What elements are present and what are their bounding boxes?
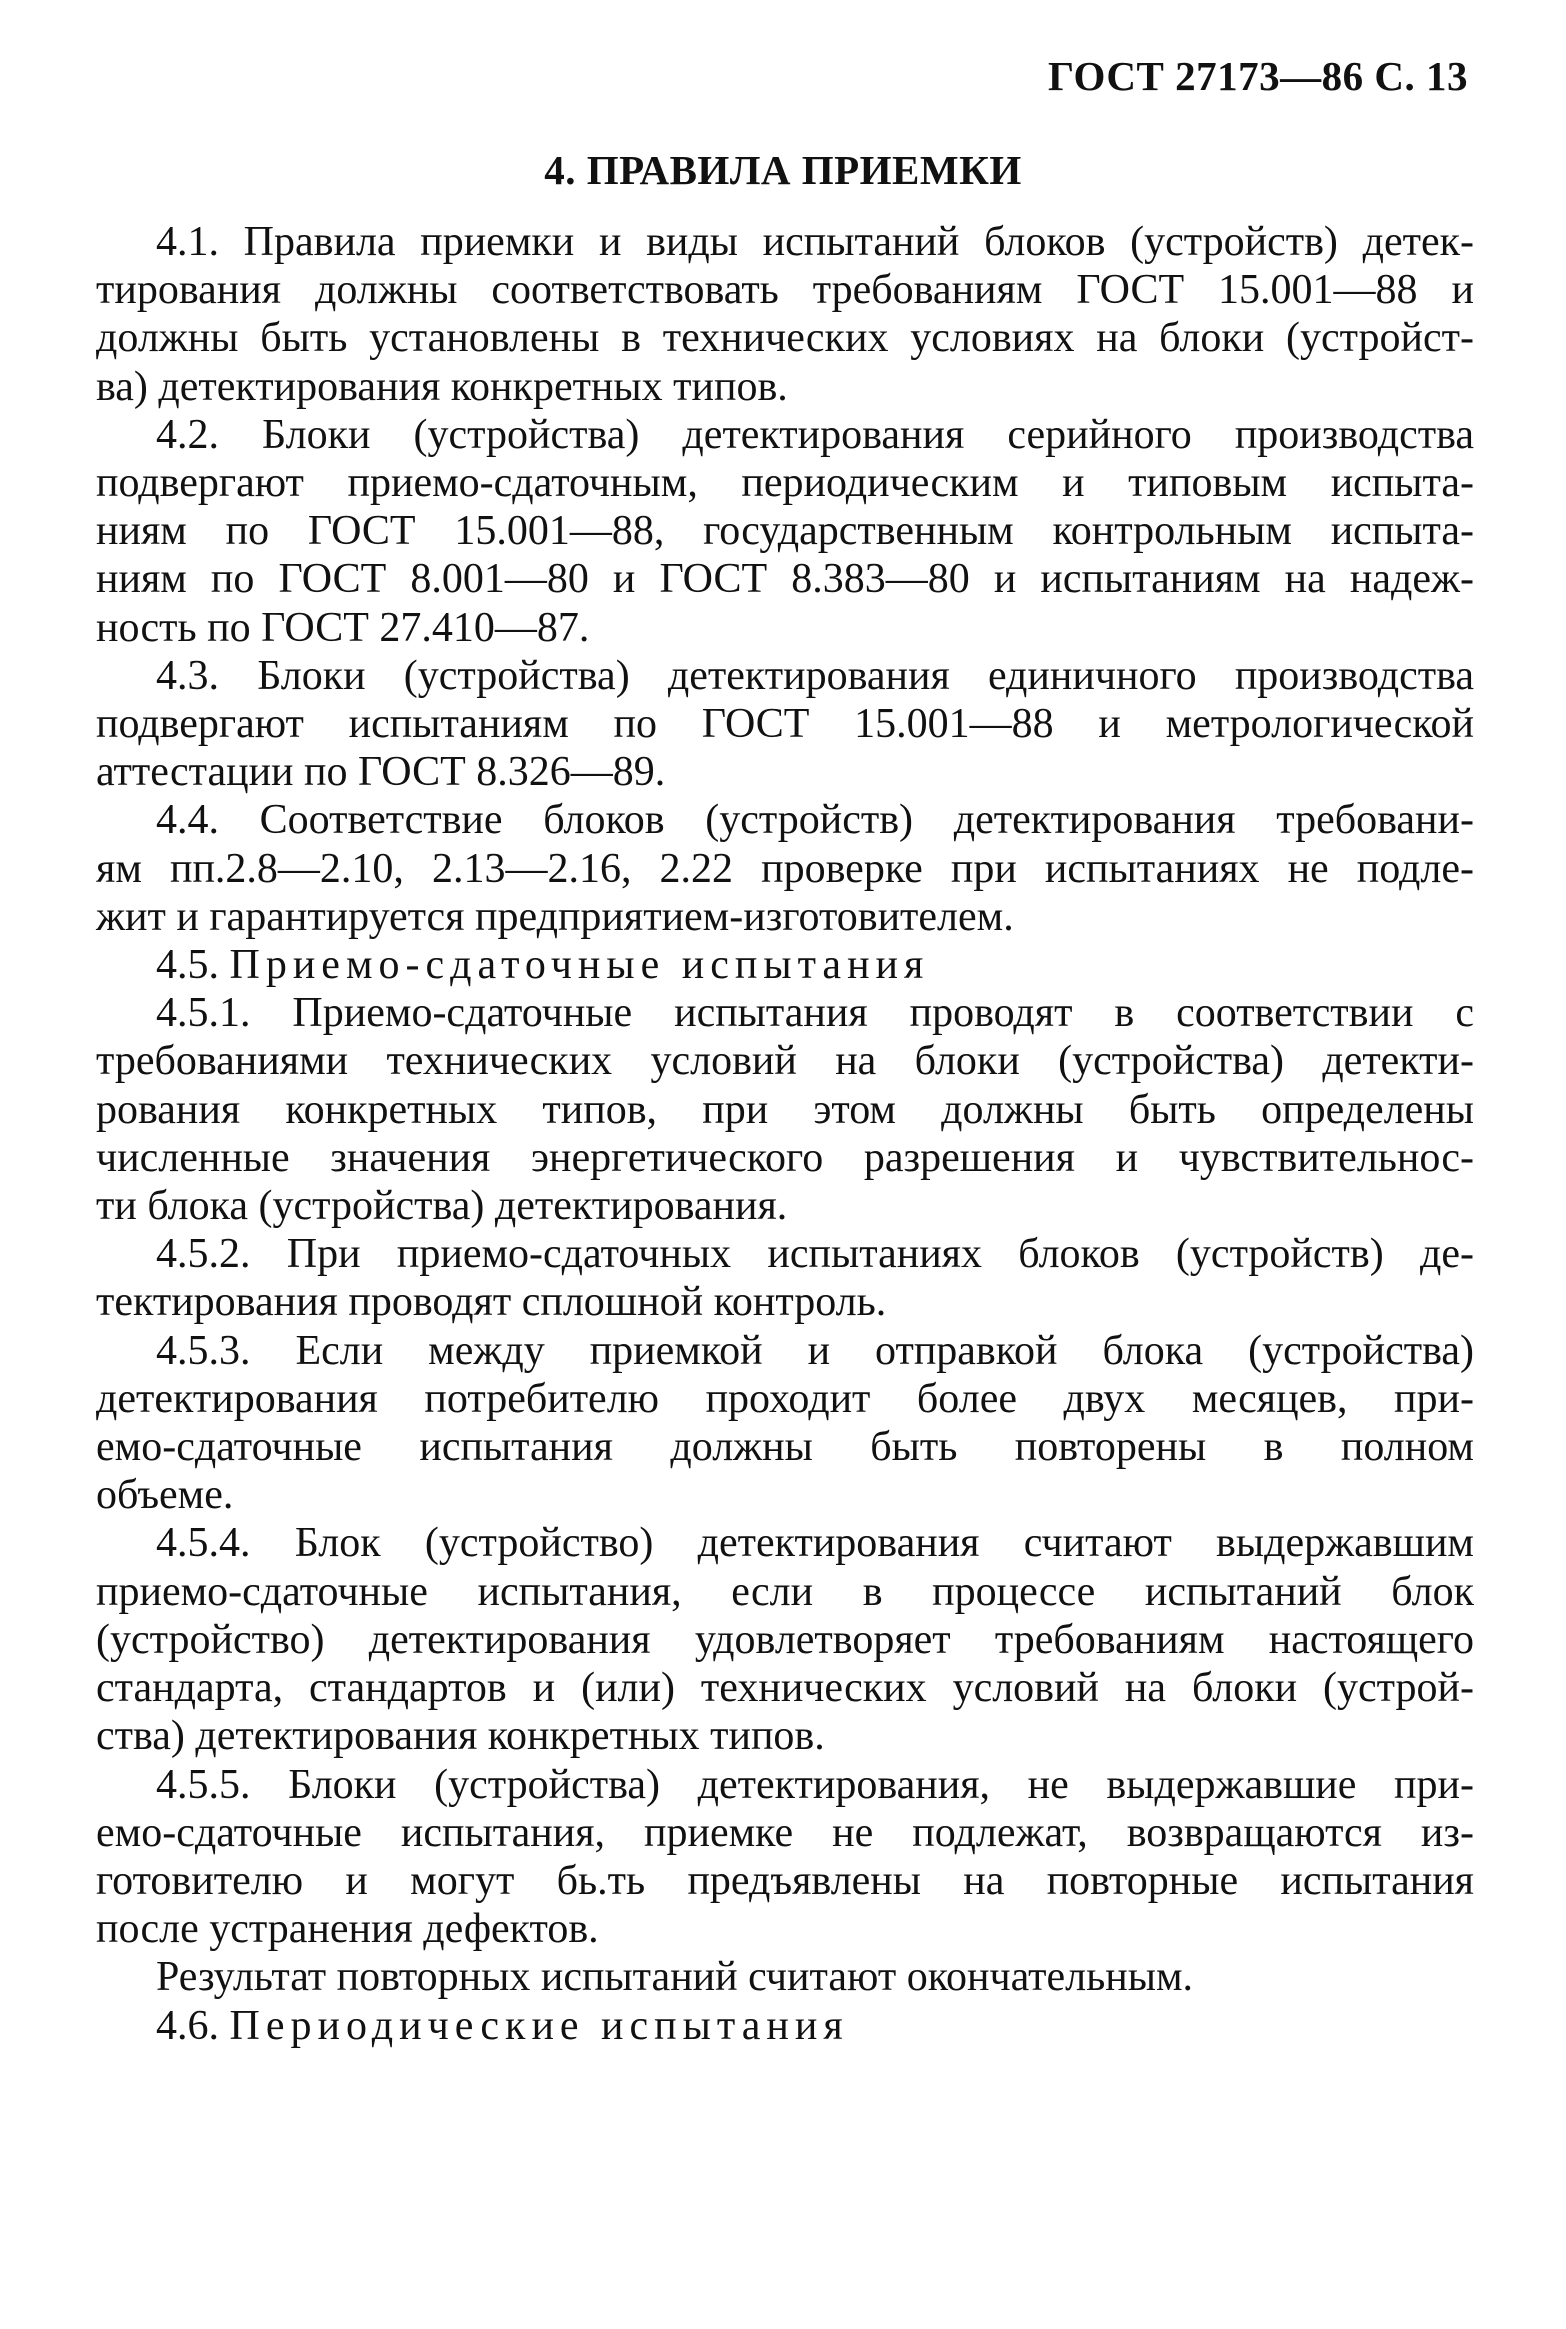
- text-line: ства) детектирования конкретных типов.: [96, 1713, 825, 1760]
- text-line: жит и гарантируется предприятием-изготовителем.: [96, 893, 1014, 940]
- text-line: 4.5.5. Блоки (устройства) детектирования, не выдержавшие при-: [156, 1761, 1474, 1808]
- subsection-heading-4-5: [96, 941, 1474, 989]
- paragraph-group-4-5: [96, 989, 1474, 2001]
- subsection-number: 4.6.: [156, 2002, 219, 2049]
- paragraph: [96, 1327, 1474, 1520]
- text-line: емо-сдаточные испытания, приемке не подлежат, возвращаются из-: [96, 1809, 1474, 1856]
- text-line: после устранения дефектов.: [96, 1906, 599, 1953]
- text-line: ти блока (устройства) детектирования.: [96, 1183, 788, 1230]
- paragraph: [96, 1519, 1474, 1760]
- text-line: тирования должны соответствовать требованиям ГОСТ 15.001—88 и: [96, 267, 1474, 314]
- text-line: Результат повторных испытаний считают окончательным.: [156, 1954, 1194, 2001]
- paragraph: [96, 1953, 1474, 2001]
- text-line: 4.1. Правила приемки и виды испытаний блоков (устройств) детек-: [156, 219, 1474, 265]
- text-line: ниям по ГОСТ 15.001—88, государственным контрольным испыта-: [96, 508, 1474, 555]
- paragraph: [96, 411, 1474, 652]
- text-line: емо-сдаточные испытания должны быть повторены в полном: [96, 1424, 1474, 1471]
- text-line: подвергают испытаниям по ГОСТ 15.001—88 и метрологической: [96, 701, 1474, 748]
- text-line: 4.4. Соответствие блоков (устройств) детектирования требовани-: [156, 797, 1474, 844]
- paragraph: [96, 652, 1474, 797]
- running-header: ГОСТ 27173—86 С. 13: [1047, 53, 1468, 99]
- text-line: 4.5.2. При приемо-сдаточных испытаниях блоков (устройств) де-: [156, 1231, 1474, 1278]
- text-line: 4.5.4. Блок (устройство) детектирования считают выдержавшим: [156, 1520, 1474, 1567]
- subsection-title: Периодические испытания: [229, 2002, 849, 2049]
- text-line: должны быть установлены в технических условиях на блоки (устройст-: [96, 315, 1474, 362]
- subsection-heading-4-6: [96, 2002, 1474, 2050]
- text-line: ям пп.2.8—2.10, 2.13—2.16, 2.22 проверке при испытаниях не подле-: [96, 845, 1474, 892]
- text-line: (устройство) детектирования удовлетворяет требованиям настоящего: [96, 1616, 1474, 1663]
- text-line: 4.5.3. Если между приемкой и отправкой блока (устройства): [156, 1327, 1474, 1374]
- text-line: стандарта, стандартов и (или) технических условий на блоки (устрой-: [96, 1665, 1474, 1712]
- text-line: объеме.: [96, 1472, 234, 1519]
- text-line: требованиями технических условий на блоки (устройства) детекти-: [96, 1038, 1474, 1085]
- subsection-number: 4.5.: [156, 942, 219, 989]
- section-title: 4. ПРАВИЛА ПРИЕМКИ: [544, 147, 1022, 193]
- paragraph-group-4-1-to-4-4: [96, 218, 1474, 941]
- paragraph: [96, 989, 1474, 1230]
- text-line: ниям по ГОСТ 8.001—80 и ГОСТ 8.383—80 и испытаниям на надеж-: [96, 556, 1474, 603]
- text-line: ва) детектирования конкретных типов.: [96, 363, 788, 410]
- text-line: аттестации по ГОСТ 8.326—89.: [96, 749, 666, 796]
- document-body: [96, 218, 1474, 2050]
- text-line: подвергают приемо-сдаточным, периодическим и типовым испыта-: [96, 460, 1474, 507]
- text-line: 4.3. Блоки (устройства) детектирования единичного производства: [156, 652, 1474, 699]
- paragraph: [96, 1761, 1474, 1954]
- text-line: рования конкретных типов, при этом должны быть определены: [96, 1086, 1474, 1133]
- text-line: 4.2. Блоки (устройства) детектирования серийного производства: [156, 411, 1474, 458]
- text-line: численные значения энергетического разрешения и чувствительнос-: [96, 1134, 1474, 1181]
- subsection-title: Приемо-сдаточные испытания: [229, 942, 930, 989]
- text-line: ность по ГОСТ 27.410—87.: [96, 604, 590, 651]
- paragraph: [96, 218, 1474, 411]
- paragraph: [96, 796, 1474, 941]
- text-line: приемо-сдаточные испытания, если в процессе испытаний блок: [96, 1568, 1474, 1615]
- text-line: готовителю и могут бь.ть предъявлены на повторные испытания: [96, 1857, 1474, 1904]
- text-line: детектирования потребителю проходит более двух месяцев, при-: [96, 1375, 1474, 1422]
- text-line: тектирования проводят сплошной контроль.: [96, 1279, 887, 1326]
- text-line: 4.5.1. Приемо-сдаточные испытания проводят в соответствии с: [156, 990, 1474, 1037]
- paragraph: [96, 1230, 1474, 1326]
